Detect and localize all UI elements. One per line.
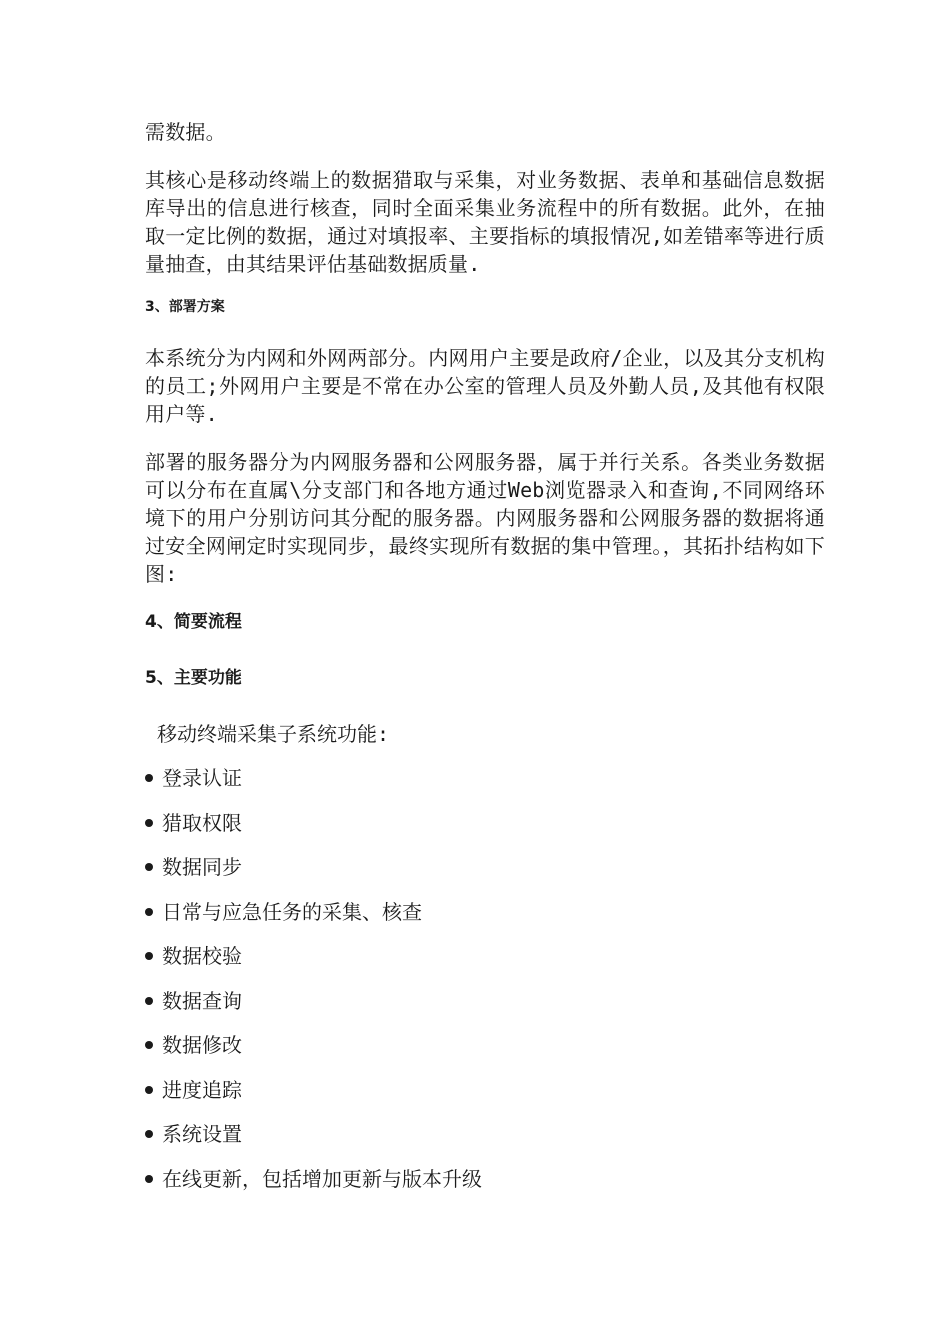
list-item bbox=[145, 1031, 825, 1059]
bullet-icon bbox=[145, 952, 153, 960]
bullet-icon bbox=[145, 1041, 153, 1049]
feature-label: 在线更新，包括增加更新与版本升级 bbox=[162, 1166, 482, 1191]
feature-label: 猎取权限 bbox=[162, 810, 242, 835]
list-item bbox=[145, 987, 825, 1015]
bullet-icon bbox=[145, 908, 153, 916]
bullet-icon bbox=[145, 997, 153, 1005]
feature-label: 系统设置 bbox=[162, 1122, 242, 1146]
feature-label: 数据同步 bbox=[162, 855, 242, 879]
heading-deployment: 3、部署方案 bbox=[145, 299, 225, 315]
bullet-icon bbox=[145, 819, 153, 827]
paragraph-server-deployment: 部署的服务器分为内网服务器和公网服务器，属于并行关系。各类业务数据可以分布在直属\分支部门和各地方通过Web浏览器录入和查询,不同网络环境下的用户分别访问其分配的服务器。内网服务器和公网服务器的数据将通过安全网闸定时实现同步，最终实现所有数据的集中管理。，其拓扑结构如下图: bbox=[145, 450, 825, 586]
list-item bbox=[145, 1165, 825, 1193]
heading-flow: 4、简要流程 bbox=[145, 612, 242, 632]
paragraph-network-users: 本系统分为内网和外网两部分。内网用户主要是政府/企业，以及其分支机构的员工;外网用户主要是不常在办公室的管理人员及外勤人员,及其他有权限用户等. bbox=[145, 346, 825, 426]
paragraph-continuation: 需数据。 bbox=[145, 120, 226, 144]
feature-label: 日常与应急任务的采集、核查 bbox=[162, 899, 422, 924]
list-item bbox=[145, 809, 825, 837]
list-item bbox=[145, 942, 825, 970]
feature-label: 数据查询 bbox=[162, 988, 242, 1013]
bullet-icon bbox=[145, 863, 153, 871]
bullet-icon bbox=[145, 1130, 153, 1138]
feature-label: 数据校验 bbox=[162, 944, 242, 968]
bullet-icon bbox=[145, 774, 153, 782]
feature-label: 登录认证 bbox=[162, 766, 242, 790]
feature-label: 数据修改 bbox=[162, 1033, 242, 1057]
feature-list bbox=[145, 764, 825, 1193]
list-item bbox=[145, 1076, 825, 1104]
functions-intro: 移动终端采集子系统功能: bbox=[157, 722, 390, 746]
list-item bbox=[145, 853, 825, 881]
heading-functions: 5、主要功能 bbox=[145, 668, 242, 688]
list-item bbox=[145, 1120, 825, 1148]
feature-label: 进度追踪 bbox=[162, 1077, 242, 1102]
paragraph-core-description: 其核心是移动终端上的数据猎取与采集，对业务数据、表单和基础信息数据库导出的信息进行核查，同时全面采集业务流程中的所有数据。此外，在抽取一定比例的数据，通过对填报率、主要指标的填报情况,如差错率等进行质量抽查，由其结果评估基础数据质量. bbox=[145, 168, 825, 276]
list-item bbox=[145, 898, 825, 926]
document-page bbox=[145, 118, 825, 1209]
bullet-icon bbox=[145, 1175, 153, 1183]
list-item bbox=[145, 764, 825, 792]
bullet-icon bbox=[145, 1086, 153, 1094]
